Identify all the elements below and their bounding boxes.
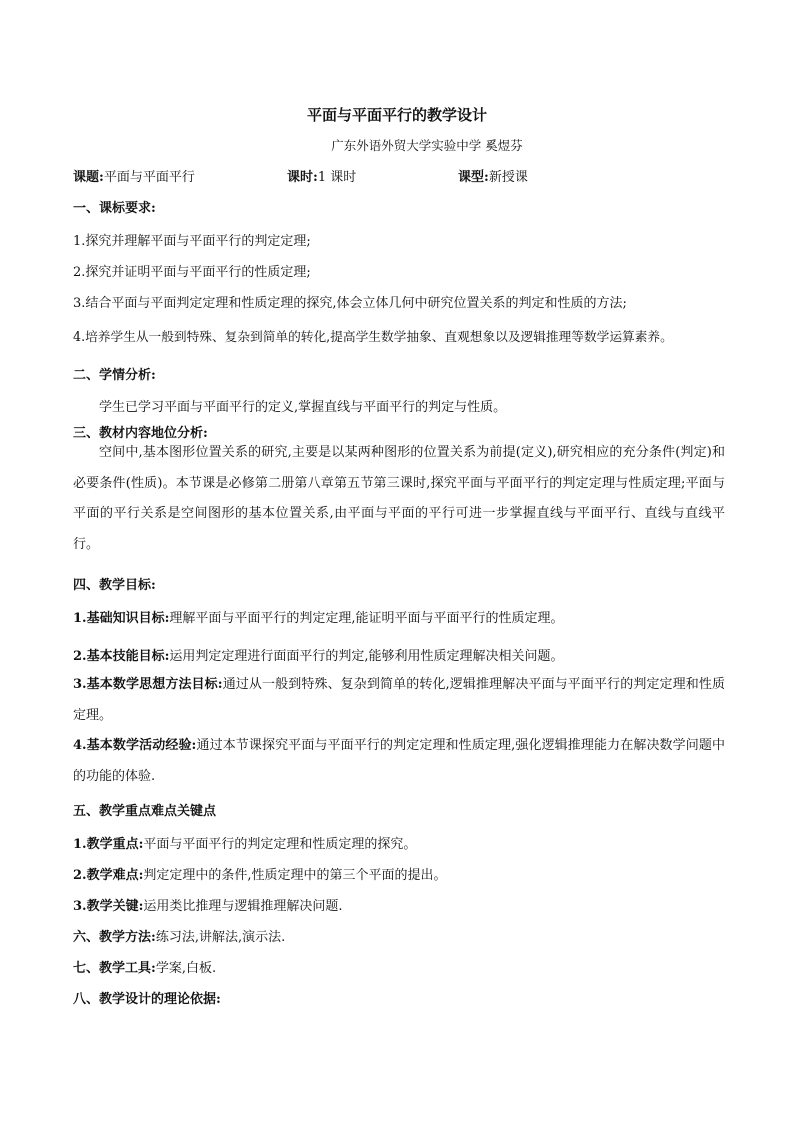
standards-item: 1.探究并理解平面与平面平行的判定定理; <box>73 234 311 249</box>
keypoint-item <box>73 833 728 852</box>
lesson-meta-row <box>73 166 728 184</box>
objective-item <box>73 670 725 731</box>
meta-period-value: 1 课时 <box>317 170 357 185</box>
meta-topic-label: 课题: <box>73 170 104 185</box>
meta-topic <box>73 166 195 185</box>
meta-topic-value: 平面与平面平行 <box>103 170 195 185</box>
methods-text: 练习法,讲解法,演示法. <box>155 930 286 945</box>
textbook-analysis-text: 空间中,基本图形位置关系的研究,主要是以某两种图形的位置关系为前提(定义),研究相应的充分条件(判定)和必要条件(性质)。本节课是必修第二册第八章第五节第三课时,探究平面与平面平行的判定定理与性质定理;平面与平面的平行关系是空间图形的基本位置关系,由平面与平面的平行可进一步掌握直线与平面平行、直线与直线平行。 <box>73 445 725 552</box>
section-heading-standards: 一、课标要求: <box>73 201 156 216</box>
methods-label: 六、教学方法: <box>73 930 156 945</box>
objective-text: 通过本节课探究平面与平面平行的判定定理和性质定理,强化逻辑推理能力在解决数学问题中的功能的体验. <box>73 738 725 784</box>
keypoint-label: 2.教学难点: <box>73 868 144 883</box>
section-heading-theory: 八、教学设计的理论依据: <box>73 992 221 1007</box>
objective-text: 通过从一般到特殊、复杂到简单的转化,逻辑推理解决平面与平面平行的判定定理和性质定理。 <box>73 677 725 723</box>
meta-period <box>287 166 356 185</box>
standards-item: 3.结合平面与平面判定定理和性质定理的探究,体会立体几何中研究位置关系的判定和性质的方法; <box>73 296 627 311</box>
objective-item <box>73 607 728 626</box>
document-title: 平面与平面平行的教学设计 <box>306 106 487 124</box>
objective-item <box>73 731 725 792</box>
standards-item: 2.探究并证明平面与平面平行的性质定理; <box>73 265 311 280</box>
meta-type-label: 课型: <box>458 170 489 185</box>
tools-text: 学案,白板. <box>155 961 217 976</box>
keypoint-text: 平面与平面平行的判定定理和性质定理的探究。 <box>143 837 417 852</box>
objective-label: 3.基本数学思想方法目标: <box>73 677 223 692</box>
section-heading-textbook: 三、教材内容地位分析: <box>73 426 208 441</box>
standards-item: 4.培养学生从一般到特殊、复杂到简单的转化,提高学生数学抽象、直观想象以及逻辑推理等数学运算素养。 <box>73 329 673 344</box>
section-heading-objectives: 四、教学目标: <box>73 578 156 593</box>
keypoint-item <box>73 895 728 914</box>
objective-label: 2.基本技能目标: <box>73 649 170 664</box>
keypoint-text: 判定定理中的条件,性质定理中的第三个平面的提出。 <box>143 868 447 883</box>
keypoint-label: 3.教学关键: <box>73 899 144 914</box>
meta-type-value: 新授课 <box>488 170 528 185</box>
objective-text: 理解平面与平面平行的判定定理,能证明平面与平面平行的性质定理。 <box>169 611 564 626</box>
meta-period-label: 课时: <box>287 170 318 185</box>
tools-label: 七、教学工具: <box>73 961 156 976</box>
section-methods <box>73 926 728 945</box>
keypoint-label: 1.教学重点: <box>73 837 144 852</box>
objective-item <box>73 645 728 664</box>
meta-type <box>458 166 528 185</box>
keypoint-item <box>73 864 728 883</box>
objective-text: 运用判定定理进行面面平行的判定,能够利用性质定理解决相关问题。 <box>169 649 564 664</box>
section-tools <box>73 957 728 976</box>
section-heading-students: 二、学情分析: <box>73 368 156 383</box>
document-author: 广东外语外贸大学实验中学 奚煜芬 <box>331 138 523 153</box>
keypoint-text: 运用类比推理与逻辑推理解决问题. <box>143 899 343 914</box>
section-heading-keypoints: 五、教学重点难点关键点 <box>73 804 217 819</box>
students-analysis-text: 学生已学习平面与平面平行的定义,掌握直线与平面平行的判定与性质。 <box>99 400 507 415</box>
objective-label: 4.基本数学活动经验: <box>73 738 197 753</box>
objective-label: 1.基础知识目标: <box>73 611 170 626</box>
